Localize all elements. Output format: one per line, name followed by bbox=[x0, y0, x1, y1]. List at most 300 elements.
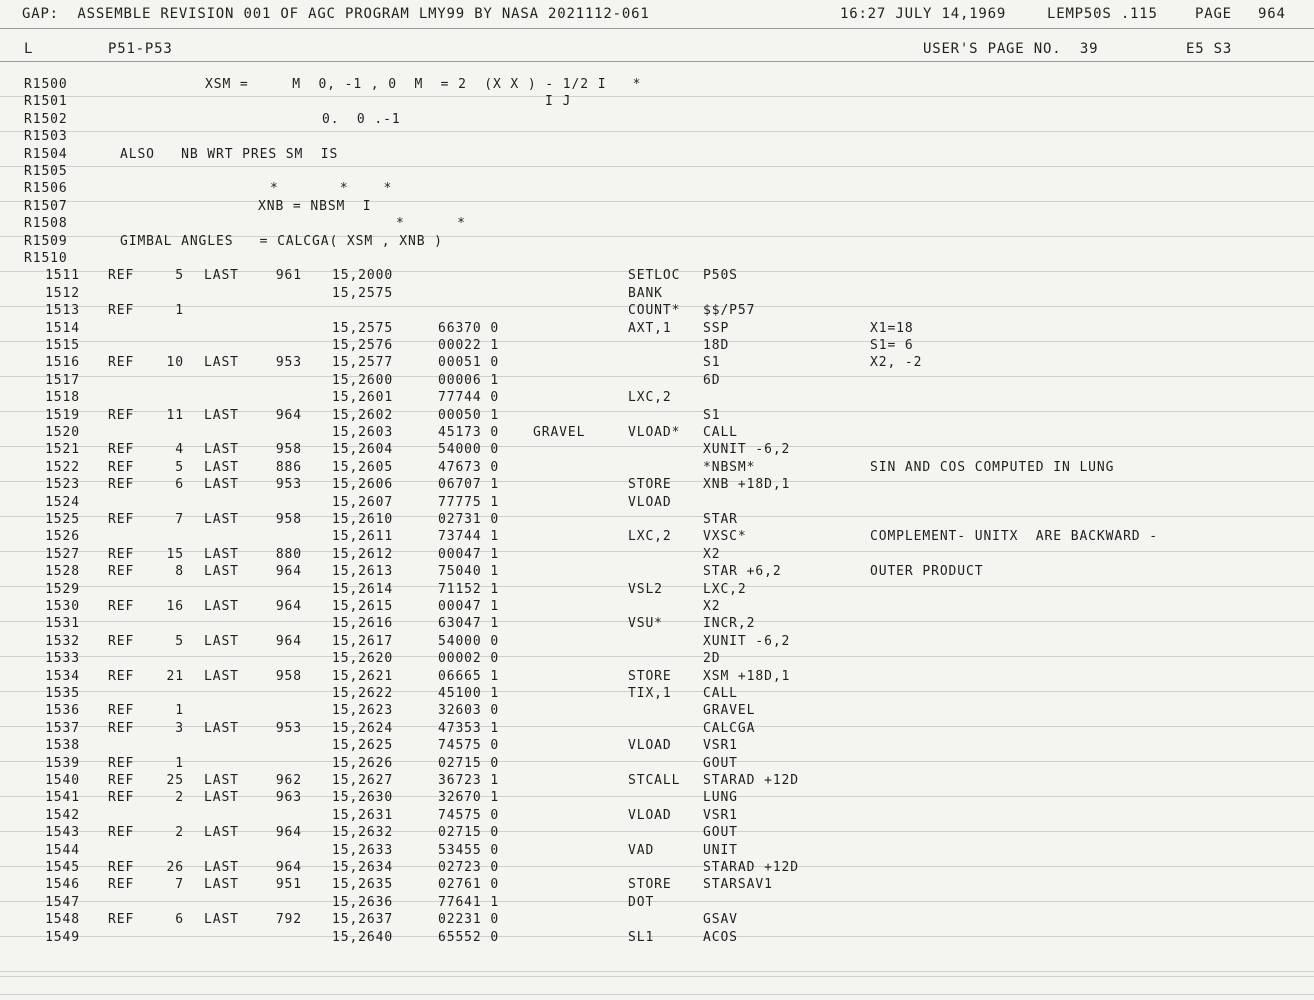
line-number: 1511 bbox=[45, 268, 80, 284]
ref-keyword: REF bbox=[108, 773, 135, 788]
listing-row bbox=[0, 286, 1314, 303]
ref-count: 7 bbox=[175, 512, 184, 527]
ref-keyword: REF bbox=[108, 564, 135, 580]
ref-count: 16 bbox=[166, 599, 184, 614]
operand: CALCGA bbox=[703, 720, 756, 736]
line-number: 1514 bbox=[45, 320, 80, 336]
listing-row bbox=[0, 390, 1314, 407]
comment: X1=18 bbox=[870, 320, 914, 336]
address: 15,2621 bbox=[332, 668, 394, 684]
operand: 18D bbox=[703, 338, 730, 353]
line-number: 1537 bbox=[45, 720, 80, 736]
listing-row bbox=[0, 460, 1314, 477]
ref-keyword: REF bbox=[108, 790, 135, 806]
listing-row bbox=[0, 721, 1314, 738]
last-keyword: LAST bbox=[204, 825, 239, 841]
operand: UNIT bbox=[703, 842, 738, 858]
line-number: 1543 bbox=[45, 825, 80, 841]
address: 15,2636 bbox=[332, 894, 394, 910]
remark-line-number: R1508 bbox=[24, 216, 68, 232]
line-number: 1534 bbox=[45, 668, 80, 684]
operand: CALL bbox=[703, 686, 738, 701]
last-page: 958 bbox=[275, 512, 302, 527]
octal-word: 77641 1 bbox=[438, 894, 500, 910]
line-number: 1548 bbox=[45, 912, 80, 928]
line-number: 1513 bbox=[45, 303, 80, 319]
address: 15,2617 bbox=[332, 633, 394, 649]
listing-row bbox=[0, 582, 1314, 599]
subheader-code: E5 S3 bbox=[1186, 41, 1233, 57]
ref-count: 6 bbox=[175, 912, 184, 928]
operand: GRAVEL bbox=[703, 703, 756, 719]
octal-word: 71152 1 bbox=[438, 581, 500, 597]
last-page: 964 bbox=[275, 564, 302, 580]
address: 15,2634 bbox=[332, 860, 394, 875]
opcode: SL1 bbox=[628, 929, 655, 945]
last-keyword: LAST bbox=[204, 599, 239, 614]
line-number: 1533 bbox=[45, 651, 80, 667]
listing-row bbox=[0, 843, 1314, 860]
operand: STARAD +12D bbox=[703, 773, 799, 788]
line-number: 1538 bbox=[45, 738, 80, 754]
last-page: 953 bbox=[275, 355, 302, 371]
ref-keyword: REF bbox=[108, 442, 135, 458]
listing-row bbox=[0, 268, 1314, 285]
ref-keyword: REF bbox=[108, 633, 135, 649]
line-number: 1518 bbox=[45, 390, 80, 406]
ref-count: 2 bbox=[175, 825, 184, 841]
line-number: 1530 bbox=[45, 599, 80, 614]
address: 15,2624 bbox=[332, 720, 394, 736]
opcode: AXT,1 bbox=[628, 320, 672, 336]
ref-count: 15 bbox=[166, 546, 184, 562]
listing-row bbox=[0, 860, 1314, 877]
ref-count: 26 bbox=[166, 860, 184, 875]
ref-count: 25 bbox=[166, 773, 184, 788]
opcode: VLOAD bbox=[628, 494, 672, 510]
address: 15,2606 bbox=[332, 477, 394, 493]
remark-line-number: R1500 bbox=[24, 77, 68, 92]
ref-keyword: REF bbox=[108, 912, 135, 928]
remark-line-number: R1502 bbox=[24, 111, 68, 127]
listing-row bbox=[0, 495, 1314, 512]
ref-count: 10 bbox=[166, 355, 184, 371]
last-page: 961 bbox=[275, 268, 302, 284]
octal-word: 63047 1 bbox=[438, 616, 500, 632]
address: 15,2623 bbox=[332, 703, 394, 719]
operand: VXSC* bbox=[703, 529, 747, 545]
operand: S1 bbox=[703, 407, 721, 423]
listing-row bbox=[0, 651, 1314, 668]
ref-keyword: REF bbox=[108, 268, 135, 284]
line-number: 1519 bbox=[45, 407, 80, 423]
line-number: 1523 bbox=[45, 477, 80, 493]
address: 15,2575 bbox=[332, 285, 394, 301]
address: 15,2602 bbox=[332, 407, 394, 423]
operand: CALL bbox=[703, 425, 738, 440]
line-number: 1545 bbox=[45, 860, 80, 875]
header-page-label: PAGE bbox=[1195, 6, 1232, 22]
last-page: 958 bbox=[275, 668, 302, 684]
remark-line-number: R1509 bbox=[24, 233, 68, 249]
remark-line-number: R1506 bbox=[24, 181, 68, 197]
operand: STAR +6,2 bbox=[703, 564, 782, 580]
subheader-mark: L bbox=[24, 41, 34, 57]
remark-text: 0. 0 .-1 bbox=[322, 111, 401, 127]
operand: 2D bbox=[703, 651, 721, 667]
comment: COMPLEMENT- UNITX ARE BACKWARD - bbox=[870, 529, 1158, 545]
ref-keyword: REF bbox=[108, 407, 135, 423]
ref-keyword: REF bbox=[108, 668, 135, 684]
opcode: DOT bbox=[628, 894, 655, 910]
octal-word: 77775 1 bbox=[438, 494, 500, 510]
address: 15,2000 bbox=[332, 268, 394, 284]
operand: STAR bbox=[703, 512, 738, 527]
octal-word: 00047 1 bbox=[438, 599, 500, 614]
remark-text: XNB = NBSM I bbox=[258, 198, 372, 214]
last-keyword: LAST bbox=[204, 877, 239, 893]
operand: P50S bbox=[703, 268, 738, 284]
remark-line-number: R1501 bbox=[24, 94, 68, 110]
listing-row bbox=[0, 825, 1314, 842]
comment: S1= 6 bbox=[870, 338, 914, 353]
listing-row bbox=[0, 442, 1314, 459]
ref-count: 4 bbox=[175, 442, 184, 458]
last-keyword: LAST bbox=[204, 407, 239, 423]
line-number: 1517 bbox=[45, 372, 80, 388]
last-keyword: LAST bbox=[204, 268, 239, 284]
octal-word: 06707 1 bbox=[438, 477, 500, 493]
last-page: 964 bbox=[275, 407, 302, 423]
opcode: VAD bbox=[628, 842, 655, 858]
last-page: 963 bbox=[275, 790, 302, 806]
line-number: 1527 bbox=[45, 546, 80, 562]
octal-word: 65552 0 bbox=[438, 929, 500, 945]
opcode: VLOAD bbox=[628, 807, 672, 823]
operand: X2 bbox=[703, 599, 721, 614]
header-run: LEMP50S .115 bbox=[1047, 6, 1158, 22]
address: 15,2614 bbox=[332, 581, 394, 597]
operand: X2 bbox=[703, 546, 721, 562]
listing-row bbox=[0, 895, 1314, 912]
label: GRAVEL bbox=[533, 425, 586, 440]
listing-row bbox=[0, 703, 1314, 720]
ref-count: 11 bbox=[166, 407, 184, 423]
last-keyword: LAST bbox=[204, 790, 239, 806]
ref-keyword: REF bbox=[108, 599, 135, 614]
octal-word: 75040 1 bbox=[438, 564, 500, 580]
line-number: 1522 bbox=[45, 459, 80, 475]
last-keyword: LAST bbox=[204, 633, 239, 649]
line-number: 1541 bbox=[45, 790, 80, 806]
opcode: VLOAD* bbox=[628, 425, 681, 440]
last-page: 880 bbox=[275, 546, 302, 562]
ref-count: 6 bbox=[175, 477, 184, 493]
listing-row bbox=[0, 355, 1314, 372]
octal-word: 36723 1 bbox=[438, 773, 500, 788]
comment: OUTER PRODUCT bbox=[870, 564, 984, 580]
last-keyword: LAST bbox=[204, 564, 239, 580]
last-page: 964 bbox=[275, 825, 302, 841]
line-number: 1532 bbox=[45, 633, 80, 649]
last-page: 953 bbox=[275, 720, 302, 736]
line-number: 1524 bbox=[45, 494, 80, 510]
octal-word: 00047 1 bbox=[438, 546, 500, 562]
line-number: 1529 bbox=[45, 581, 80, 597]
line-number: 1539 bbox=[45, 755, 80, 771]
ref-count: 1 bbox=[175, 303, 184, 319]
subheader-section: P51-P53 bbox=[108, 41, 173, 57]
listing-row bbox=[0, 790, 1314, 807]
address: 15,2611 bbox=[332, 529, 394, 545]
listing-row bbox=[0, 529, 1314, 546]
remark-text: XSM = M 0, -1 , 0 M = 2 (X X ) - 1/2 I * bbox=[205, 77, 642, 92]
ref-keyword: REF bbox=[108, 877, 135, 893]
address: 15,2627 bbox=[332, 773, 394, 788]
octal-word: 45100 1 bbox=[438, 686, 500, 701]
ref-keyword: REF bbox=[108, 477, 135, 493]
remark-text: I J bbox=[545, 94, 572, 110]
operand: 6D bbox=[703, 372, 721, 388]
last-keyword: LAST bbox=[204, 512, 239, 527]
address: 15,2615 bbox=[332, 599, 394, 614]
ref-count: 1 bbox=[175, 755, 184, 771]
line-number: 1525 bbox=[45, 512, 80, 527]
operand: VSR1 bbox=[703, 738, 738, 754]
remark-line-number: R1503 bbox=[24, 129, 68, 145]
ref-keyword: REF bbox=[108, 825, 135, 841]
line-number: 1540 bbox=[45, 773, 80, 788]
opcode: COUNT* bbox=[628, 303, 681, 319]
listing-row bbox=[0, 547, 1314, 564]
address: 15,2605 bbox=[332, 459, 394, 475]
operand: SSP bbox=[703, 320, 730, 336]
address: 15,2610 bbox=[332, 512, 394, 527]
opcode: VSL2 bbox=[628, 581, 663, 597]
paper-rule bbox=[0, 971, 1314, 972]
opcode: STORE bbox=[628, 668, 672, 684]
opcode: BANK bbox=[628, 285, 663, 301]
octal-word: 74575 0 bbox=[438, 807, 500, 823]
line-number: 1512 bbox=[45, 285, 80, 301]
paper-rule bbox=[0, 994, 1314, 995]
octal-word: 02715 0 bbox=[438, 755, 500, 771]
line-number: 1544 bbox=[45, 842, 80, 858]
address: 15,2633 bbox=[332, 842, 394, 858]
operand: LUNG bbox=[703, 790, 738, 806]
octal-word: 00022 1 bbox=[438, 338, 500, 353]
paper-rule bbox=[0, 28, 1314, 29]
last-page: 964 bbox=[275, 860, 302, 875]
line-number: 1536 bbox=[45, 703, 80, 719]
listing-row bbox=[0, 669, 1314, 686]
last-page: 964 bbox=[275, 633, 302, 649]
line-number: 1547 bbox=[45, 894, 80, 910]
header-title: GAP: ASSEMBLE REVISION 001 OF AGC PROGRAM LMY99 BY NASA 2021112-061 bbox=[22, 6, 650, 22]
remark-text: * * * bbox=[270, 181, 393, 197]
operand: XSM +18D,1 bbox=[703, 668, 791, 684]
line-number: 1535 bbox=[45, 686, 80, 701]
address: 15,2613 bbox=[332, 564, 394, 580]
listing-row bbox=[0, 425, 1314, 442]
line-number: 1528 bbox=[45, 564, 80, 580]
remark-text: * * bbox=[396, 216, 466, 232]
ref-keyword: REF bbox=[108, 512, 135, 527]
last-page: 953 bbox=[275, 477, 302, 493]
last-keyword: LAST bbox=[204, 720, 239, 736]
octal-word: 73744 1 bbox=[438, 529, 500, 545]
opcode: LXC,2 bbox=[628, 529, 672, 545]
ref-count: 1 bbox=[175, 703, 184, 719]
ref-keyword: REF bbox=[108, 459, 135, 475]
ref-count: 5 bbox=[175, 459, 184, 475]
address: 15,2631 bbox=[332, 807, 394, 823]
ref-count: 7 bbox=[175, 877, 184, 893]
address: 15,2604 bbox=[332, 442, 394, 458]
opcode: VLOAD bbox=[628, 738, 672, 754]
line-number: 1516 bbox=[45, 355, 80, 371]
address: 15,2575 bbox=[332, 320, 394, 336]
octal-word: 54000 0 bbox=[438, 633, 500, 649]
address: 15,2600 bbox=[332, 372, 394, 388]
address: 15,2637 bbox=[332, 912, 394, 928]
listing-row bbox=[0, 808, 1314, 825]
address: 15,2632 bbox=[332, 825, 394, 841]
last-keyword: LAST bbox=[204, 355, 239, 371]
line-number: 1515 bbox=[45, 338, 80, 353]
octal-word: 00051 0 bbox=[438, 355, 500, 371]
listing-row bbox=[0, 599, 1314, 616]
octal-word: 02731 0 bbox=[438, 512, 500, 527]
last-keyword: LAST bbox=[204, 442, 239, 458]
listing-row bbox=[0, 373, 1314, 390]
listing-row bbox=[0, 756, 1314, 773]
listing-row bbox=[0, 303, 1314, 320]
address: 15,2625 bbox=[332, 738, 394, 754]
ref-count: 5 bbox=[175, 268, 184, 284]
operand: *NBSM* bbox=[703, 459, 756, 475]
address: 15,2620 bbox=[332, 651, 394, 667]
opcode: TIX,1 bbox=[628, 686, 672, 701]
line-number: 1549 bbox=[45, 929, 80, 945]
last-keyword: LAST bbox=[204, 459, 239, 475]
octal-word: 02231 0 bbox=[438, 912, 500, 928]
octal-word: 02761 0 bbox=[438, 877, 500, 893]
line-number: 1520 bbox=[45, 425, 80, 440]
paper-rule bbox=[0, 166, 1314, 167]
address: 15,2626 bbox=[332, 755, 394, 771]
address: 15,2612 bbox=[332, 546, 394, 562]
opcode: STCALL bbox=[628, 773, 681, 788]
ref-keyword: REF bbox=[108, 755, 135, 771]
remark-text: GIMBAL ANGLES = CALCGA( XSM , XNB ) bbox=[120, 233, 443, 249]
octal-word: 06665 1 bbox=[438, 668, 500, 684]
listing-row bbox=[0, 321, 1314, 338]
remark-line-number: R1504 bbox=[24, 146, 68, 162]
octal-word: 00006 1 bbox=[438, 372, 500, 388]
last-keyword: LAST bbox=[204, 860, 239, 875]
octal-word: 66370 0 bbox=[438, 320, 500, 336]
comment: SIN AND COS COMPUTED IN LUNG bbox=[870, 459, 1115, 475]
paper-rule bbox=[0, 976, 1314, 977]
listing-row bbox=[0, 773, 1314, 790]
operand: STARAD +12D bbox=[703, 860, 799, 875]
operand: XUNIT -6,2 bbox=[703, 442, 791, 458]
last-keyword: LAST bbox=[204, 546, 239, 562]
header-date: 16:27 JULY 14,1969 bbox=[840, 6, 1007, 22]
listing-row bbox=[0, 634, 1314, 651]
header-page-number: 964 bbox=[1258, 6, 1286, 22]
line-number: 1526 bbox=[45, 529, 80, 545]
listing-row bbox=[0, 564, 1314, 581]
remark-line-number: R1510 bbox=[24, 251, 68, 266]
paper-rule bbox=[0, 201, 1314, 202]
operand: S1 bbox=[703, 355, 721, 371]
address: 15,2640 bbox=[332, 929, 394, 945]
opcode: STORE bbox=[628, 477, 672, 493]
listing-row bbox=[0, 877, 1314, 894]
ref-count: 8 bbox=[175, 564, 184, 580]
listing-row bbox=[0, 930, 1314, 947]
opcode: STORE bbox=[628, 877, 672, 893]
octal-word: 54000 0 bbox=[438, 442, 500, 458]
listing-row bbox=[0, 338, 1314, 355]
last-page: 958 bbox=[275, 442, 302, 458]
listing-row bbox=[0, 738, 1314, 755]
line-number: 1521 bbox=[45, 442, 80, 458]
ref-keyword: REF bbox=[108, 703, 135, 719]
operand: XUNIT -6,2 bbox=[703, 633, 791, 649]
address: 15,2577 bbox=[332, 355, 394, 371]
octal-word: 77744 0 bbox=[438, 390, 500, 406]
address: 15,2601 bbox=[332, 390, 394, 406]
operand: VSR1 bbox=[703, 807, 738, 823]
octal-word: 47673 0 bbox=[438, 459, 500, 475]
listing-row bbox=[0, 912, 1314, 929]
operand: GSAV bbox=[703, 912, 738, 928]
address: 15,2603 bbox=[332, 425, 394, 440]
operand: GOUT bbox=[703, 755, 738, 771]
opcode: LXC,2 bbox=[628, 390, 672, 406]
ref-count: 21 bbox=[166, 668, 184, 684]
octal-word: 45173 0 bbox=[438, 425, 500, 440]
operand: XNB +18D,1 bbox=[703, 477, 791, 493]
last-keyword: LAST bbox=[204, 912, 239, 928]
last-page: 964 bbox=[275, 599, 302, 614]
listing-row bbox=[0, 477, 1314, 494]
ref-keyword: REF bbox=[108, 720, 135, 736]
remark-line-number: R1507 bbox=[24, 198, 68, 214]
comment: X2, -2 bbox=[870, 355, 923, 371]
opcode: SETLOC bbox=[628, 268, 681, 284]
address: 15,2635 bbox=[332, 877, 394, 893]
operand: LXC,2 bbox=[703, 581, 747, 597]
ref-keyword: REF bbox=[108, 860, 135, 875]
listing-row bbox=[0, 616, 1314, 633]
line-number: 1546 bbox=[45, 877, 80, 893]
listing-row bbox=[0, 408, 1314, 425]
listing-row bbox=[0, 686, 1314, 703]
paper-rule bbox=[0, 61, 1314, 62]
octal-word: 32603 0 bbox=[438, 703, 500, 719]
ref-keyword: REF bbox=[108, 546, 135, 562]
address: 15,2616 bbox=[332, 616, 394, 632]
octal-word: 74575 0 bbox=[438, 738, 500, 754]
listing-row bbox=[0, 512, 1314, 529]
ref-count: 2 bbox=[175, 790, 184, 806]
operand: STARSAV1 bbox=[703, 877, 773, 893]
octal-word: 00050 1 bbox=[438, 407, 500, 423]
